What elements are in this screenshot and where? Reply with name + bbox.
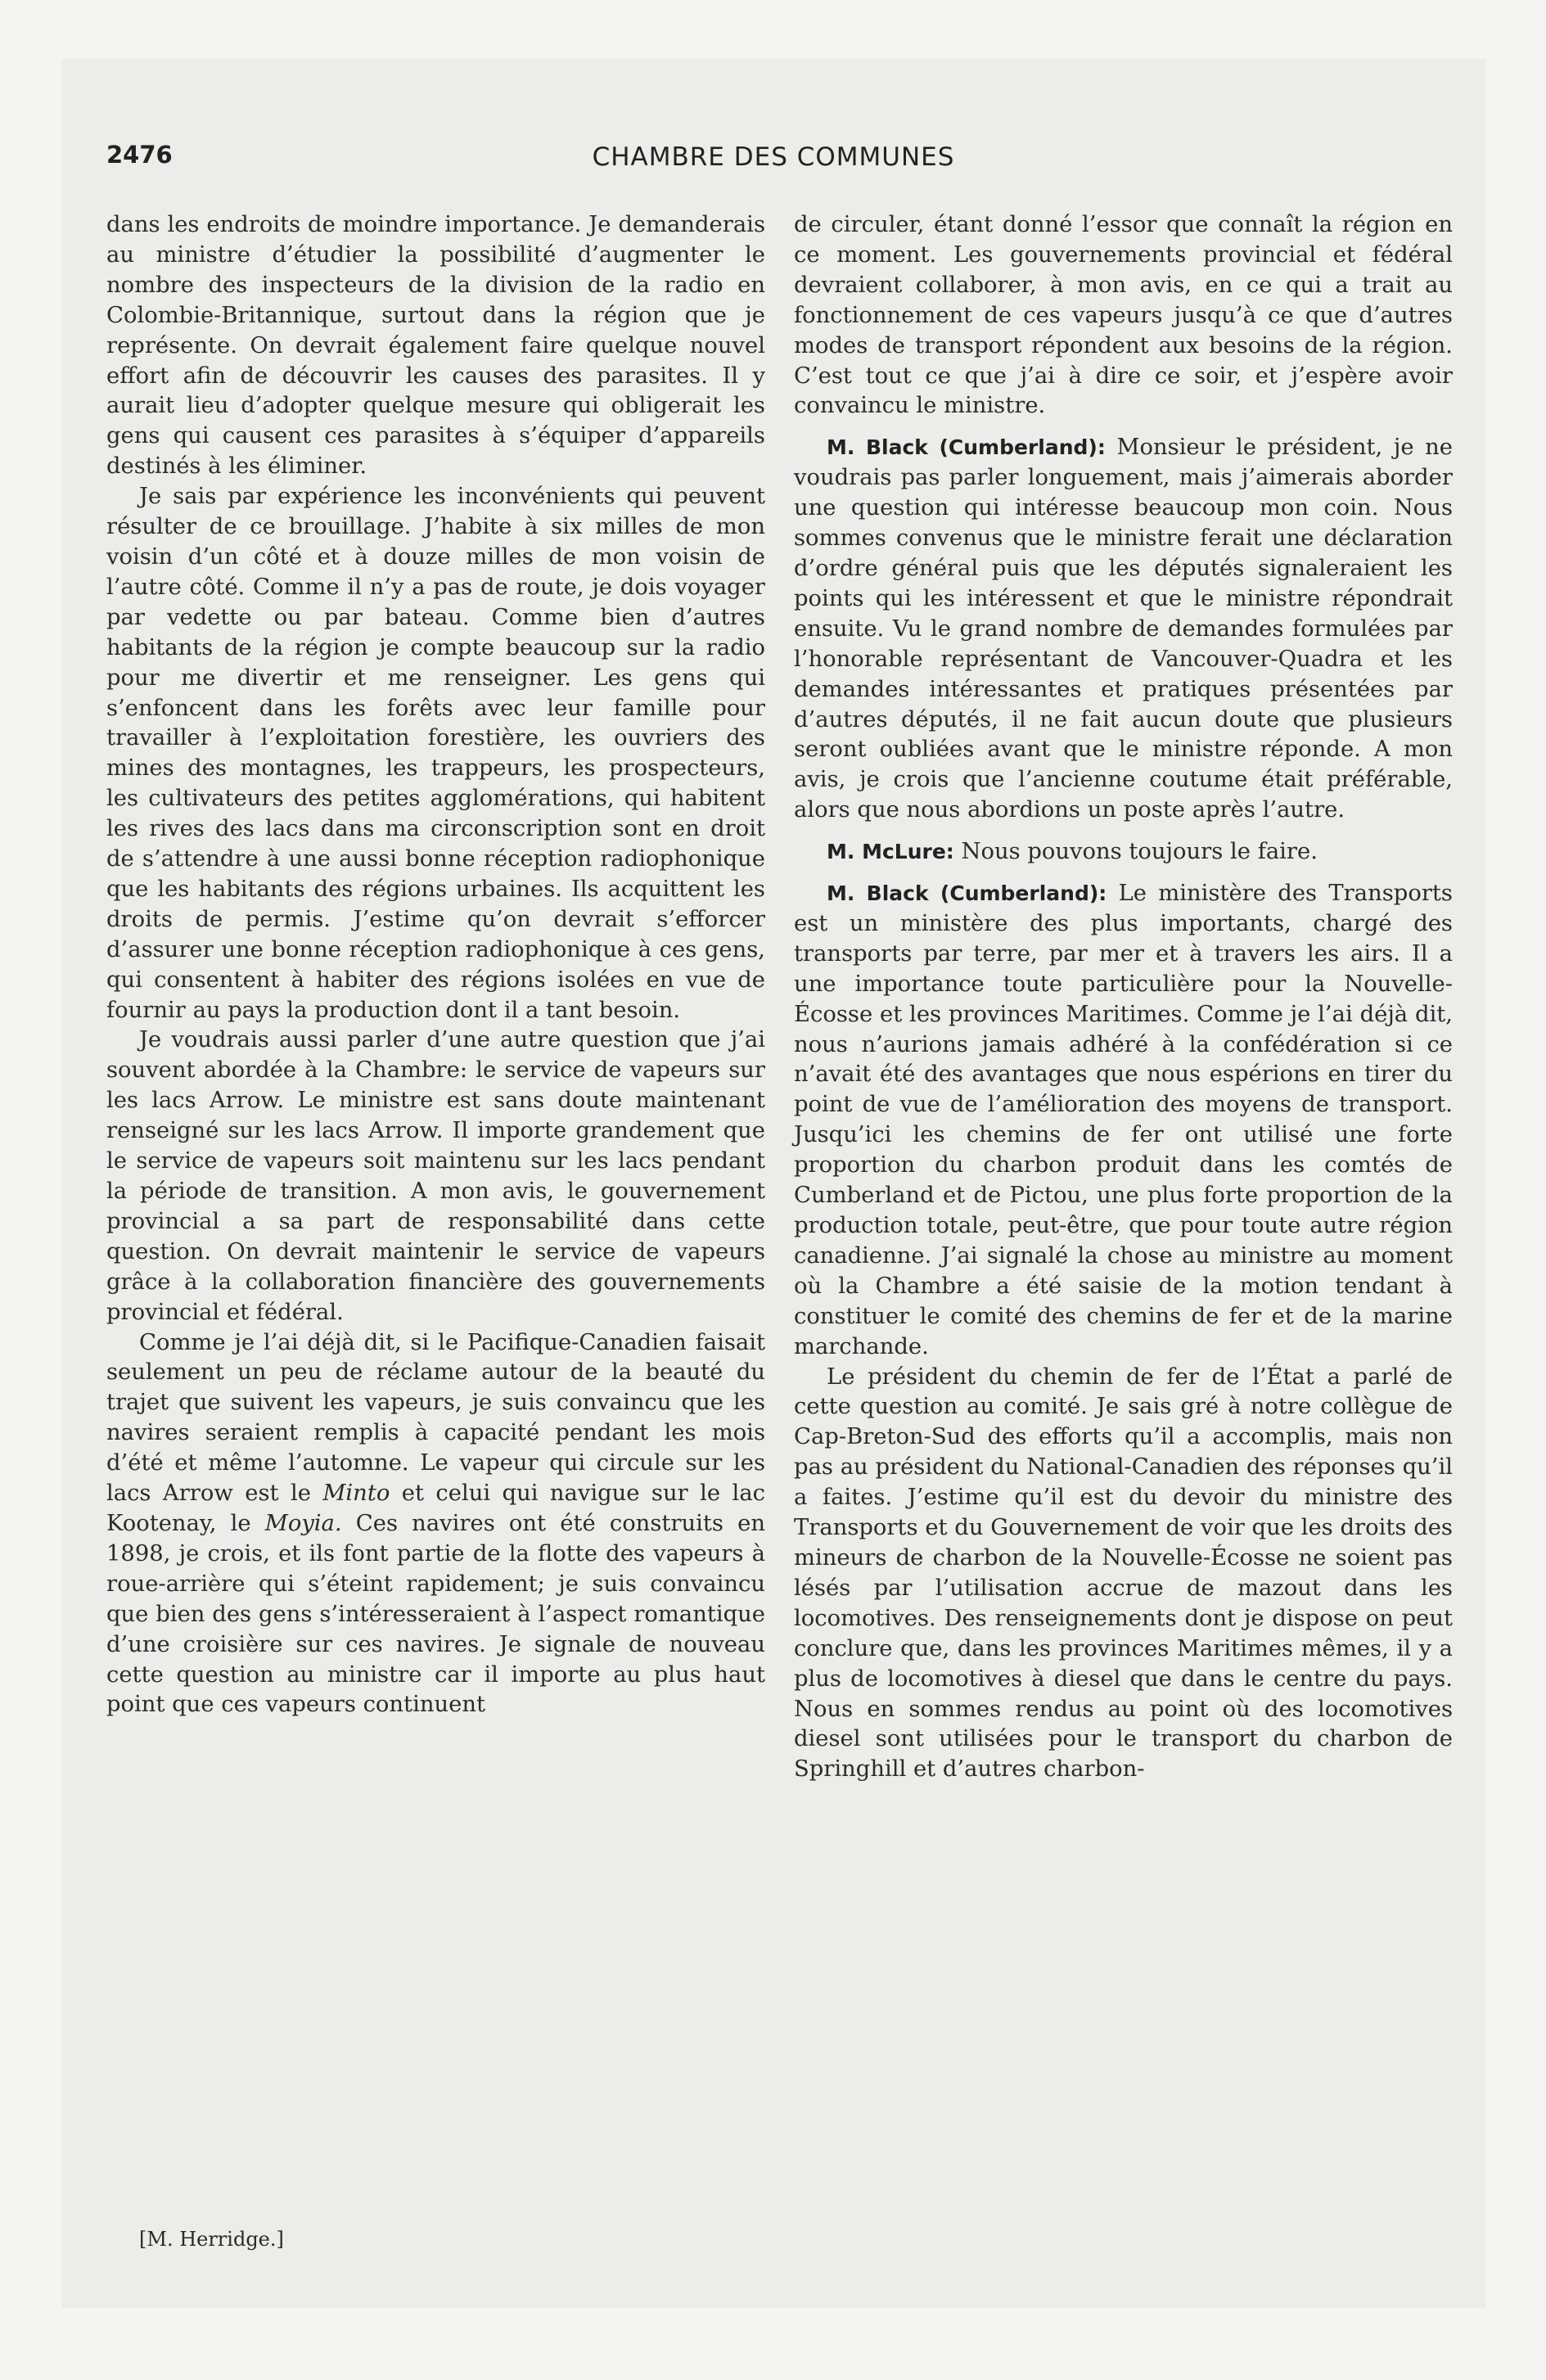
paragraph: Je sais par expérience les inconvénients qui peuvent résulter de ce brouillage. J’habite à six milles de mon voisin d’un côté et à douze milles de mon voisin de l’autre côté. Comme il n’y a pas de route, je dois voyager par vedette ou par bateau. Comme bien d’autres habitants de la région je compte beaucoup sur la radio pour me divertir et me renseigner. Les gens qui s’enfoncent dans les forêts avec leur famille pour travailler à l’exploitation forestière, les ouvriers des mines des montagnes, les trappeurs, les prospecteurs, les cultivateurs des petites agglomérations, qui habitent les rives des lacs dans ma circonscription sont en droit de s’attendre à une aussi bonne réception radiophonique que les habitants des régions urbaines. Ils acquittent les droits de permis. J’estime qu’on devrait s’efforcer d’assurer une bonne réception radiophonique à ces gens, qui consentent à habiter des régions isolées en vue de fournir au pays la production dont il a tant besoin. bbox=[106, 484, 765, 1023]
ship-name: Moyia. bbox=[264, 1510, 342, 1536]
paragraph bbox=[106, 1328, 765, 1721]
speaker-name: M. Black (Cumberland): bbox=[827, 435, 1106, 460]
text-run: et celui qui navigue sur le lac Kootenay, le bbox=[106, 1481, 765, 1536]
page-number: 2476 bbox=[106, 141, 173, 169]
speech-text: Le ministère des Transports est un ministère des plus importants, chargé des transports par terre, par mer et à travers les airs. Il a une importance toute particulière pour la Nouvelle-Écosse et les provinces Maritimes. Comme je l’ai déjà dit, nous n’aurions jamais adhéré à la confédération si ce n’avait été des avantages que nous espérions en tirer du point de vue de l’amélioration des moyens de transport. Jusqu’ici les chemins de fer ont utilisé une forte proportion du charbon produit dans les comtés de Cumberland et de Pictou, une plus forte proportion de la production totale, peut-être, que pour toute autre région canadienne. J’ai signalé la chose au ministre au moment où la Chambre a été saisie de la motion tendant à constituer le comité des chemins de fer et de la marine marchande. bbox=[794, 881, 1453, 1359]
document-page bbox=[61, 59, 1485, 2308]
paragraph: de circuler, étant donné l’essor que connaît la région en ce moment. Les gouvernements provincial et fédéral devraient collaborer, à mon avis, en ce qui a trait au fonctionnement de ces vapeurs jusqu’à ce que d’autres modes de transport répondent aux besoins de la région. C’est tout ce que j’ai à dire ce soir, et j’espère avoir convaincu le ministre. bbox=[794, 212, 1453, 419]
speaker-name: M. McLure: bbox=[827, 840, 954, 864]
speech-text: Nous pouvons toujours le faire. bbox=[961, 839, 1318, 865]
left-column bbox=[106, 210, 765, 1720]
speech-text: Monsieur le président, je ne voudrais pas parler longuement, mais j’aimerais aborder une question qui intéresse beaucoup mon coin. Nous sommes convenus que le ministre ferait une déclaration d’ordre général puis que les députés signaleraient les points qui les intéressent et que le ministre répondrait ensuite. Vu le grand nombre de demandes formulées par l’honorable représentant de Vancouver-Quadra et les demandes intéressantes et pratiques présentées par d’autres députés, il ne fait aucun doute que plusieurs seront oubliées avant que le ministre réponde. A mon avis, je crois que l’ancienne coutume était préférable, alors que nous abordions un poste après l’autre. bbox=[794, 435, 1453, 823]
speech bbox=[794, 433, 1453, 826]
right-column bbox=[794, 210, 1453, 1785]
ship-name: Minto bbox=[322, 1481, 390, 1507]
page-header bbox=[106, 141, 1440, 190]
text-run: Ces navires ont été construits en 1898, je crois, et ils font partie de la flotte des vapeurs à roue-arrière qui s’éteint rapidement; je suis convaincu que bien des gens s’intéresseraient à l’aspect romantique d’une croisière sur ces navires. Je signale de nouveau cette question au ministre car il importe au plus haut point que ces vapeurs continuent bbox=[106, 1510, 765, 1718]
paragraph: dans les endroits de moindre importance. Je demanderais au ministre d’étudier la possibilité d’augmenter le nombre des inspecteurs de la division de la radio en Colombie-Britannique, surtout dans la région que je représente. On devrait également faire quelque nouvel effort afin de découvrir les causes des parasites. Il y aurait lieu d’adopter quelque mesure qui obligerait les gens qui causent ces parasites à s’équiper d’appareils destinés à les éliminer. bbox=[106, 212, 765, 480]
paragraph: Je voudrais aussi parler d’une autre question que j’ai souvent abordée à la Chambre: le service de vapeurs sur les lacs Arrow. Le ministre est sans doute maintenant renseigné sur les lacs Arrow. Il importe grandement que le service de vapeurs soit maintenu sur les lacs pendant la période de transition. A mon avis, le gouvernement provincial a sa part de responsabilité dans cette question. On devrait maintenir le service de vapeurs grâce à la collaboration financière des gouvernements provincial et fédéral. bbox=[106, 1027, 765, 1325]
speaker-footnote: [M. Herridge.] bbox=[139, 2228, 284, 2251]
running-head: CHAMBRE DES COMMUNES bbox=[592, 142, 955, 172]
text-run: Comme je l’ai déjà dit, si le Pacifique-Canadien faisait seulement un peu de réclame autour de la beauté du trajet que suivent les vapeurs, je suis convaincu que les navires seraient remplis à capacité pendant les mois d’été et même l’automne. Le vapeur qui circule sur les lacs Arrow est le bbox=[106, 1329, 765, 1507]
paragraph: Le président du chemin de fer de l’État a parlé de cette question au comité. Je sais gré à notre collègue de Cap-Breton-Sud des efforts qu’il a accomplis, mais non pas au président du National-Canadien des réponses qu’il a faites. J’estime qu’il est du devoir du ministre des Transports et du Gouvernement de voir que les droits des mineurs de charbon de la Nouvelle-Écosse ne soient pas lésés par l’utilisation accrue de mazout dans les locomotives. Des renseignements dont je dispose on peut conclure que, dans les provinces Maritimes mêmes, il y a plus de locomotives à diesel que dans le centre du pays. Nous en sommes rendus au point où des locomotives diesel sont utilisées pour le transport du charbon de Springhill et d’autres charbon- bbox=[794, 1364, 1453, 1783]
speech bbox=[794, 879, 1453, 1363]
speaker-name: M. Black (Cumberland): bbox=[827, 881, 1107, 906]
speech bbox=[794, 837, 1453, 868]
